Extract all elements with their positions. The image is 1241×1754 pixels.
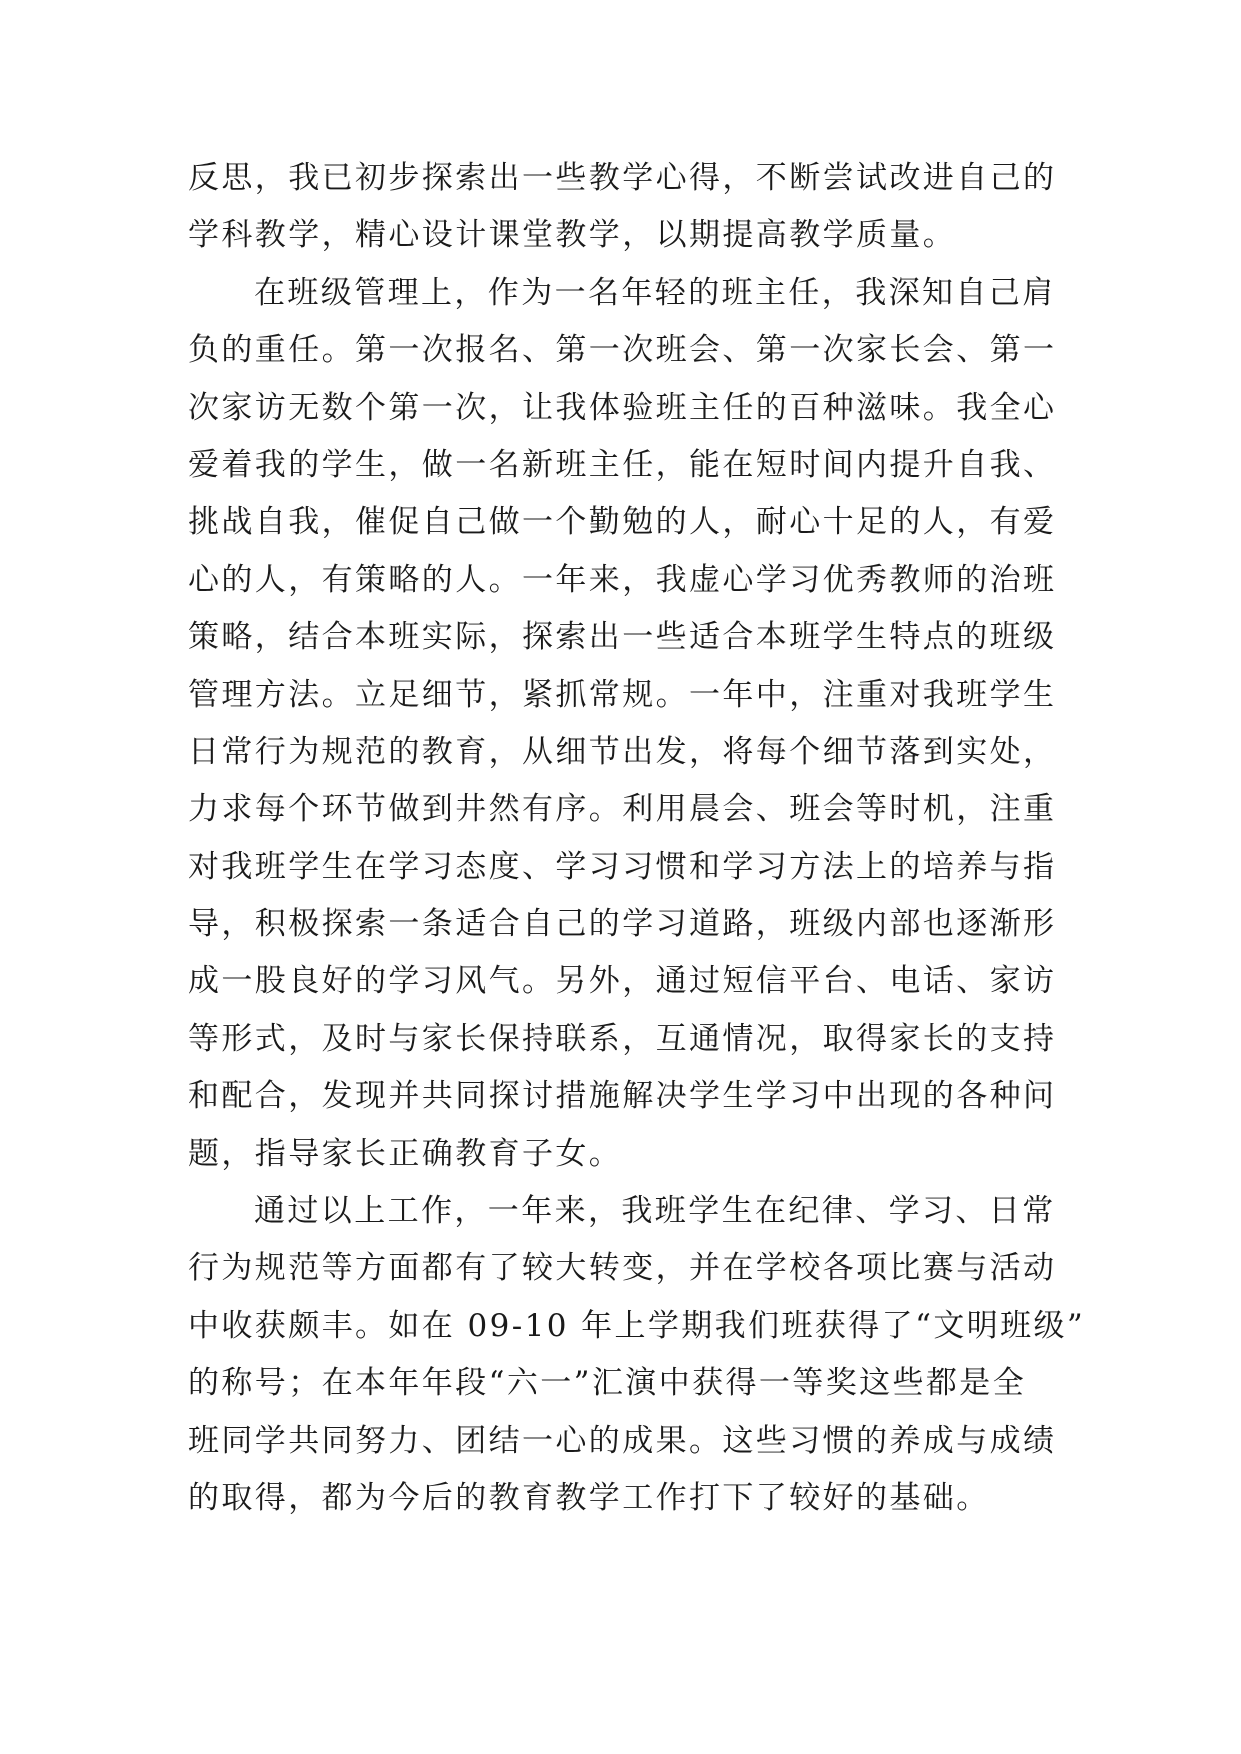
text-line: 等形式，及时与家长保持联系，互通情况，取得家长的支持: [188, 1020, 1057, 1057]
text-line: 管理方法。立足细节，紧抓常规。一年中，注重对我班学生: [188, 676, 1057, 713]
text-line: 心的人，有策略的人。一年来，我虚心学习优秀教师的治班: [188, 561, 1057, 598]
text-line: 中收获颇丰。如在 09-10 年上学期我们班获得了“文明班级”: [188, 1307, 1086, 1344]
text-line: 学科教学，精心设计课堂教学，以期提高教学质量。: [188, 217, 957, 254]
document-body: [188, 150, 1086, 1527]
text-line: 力求每个环节做到井然有序。利用晨会、班会等时机，注重: [188, 791, 1057, 828]
text-line: 的取得，都为今后的教育教学工作打下了较好的基础。: [188, 1479, 990, 1516]
text-line: 行为规范等方面都有了较大转变，并在学校各项比赛与活动: [188, 1250, 1057, 1287]
text-line: 策略，结合本班实际，探索出一些适合本班学生特点的班级: [188, 619, 1057, 656]
text-line: 和配合，发现并共同探讨措施解决学生学习中出现的各种问: [188, 1078, 1057, 1115]
text-line: 班同学共同努力、团结一心的成果。这些习惯的养成与成绩: [188, 1422, 1057, 1459]
text-line: 的称号；在本年年段“六一”汇演中获得一等奖这些都是全: [188, 1365, 1027, 1402]
text-line: 题，指导家长正确教育子女。: [188, 1135, 623, 1172]
text-line: 负的重任。第一次报名、第一次班会、第一次家长会、第一: [188, 332, 1057, 369]
text-line: 爱着我的学生，做一名新班主任，能在短时间内提升自我、: [188, 446, 1057, 483]
text-line: 成一股良好的学习风气。另外，通过短信平台、电话、家访: [188, 963, 1057, 1000]
text-line: 导，积极探索一条适合自己的学习道路，班级内部也逐渐形: [188, 906, 1057, 943]
text-line: 次家访无数个第一次，让我体验班主任的百种滋味。我全心: [188, 389, 1057, 426]
text-line: 日常行为规范的教育，从细节出发，将每个细节落到实处，: [188, 733, 1057, 770]
text-line: 对我班学生在学习态度、学习习惯和学习方法上的培养与指: [188, 848, 1057, 885]
paragraph-first-line: 在班级管理上，作为一名年轻的班主任，我深知自己肩: [254, 274, 1056, 311]
text-line: 挑战自我，催促自己做一个勤勉的人，耐心十足的人，有爱: [188, 504, 1057, 541]
text-line: 反思，我已初步探索出一些教学心得，不断尝试改进自己的: [188, 160, 1057, 196]
paragraph-first-line: 通过以上工作，一年来，我班学生在纪律、学习、日常: [254, 1193, 1056, 1230]
